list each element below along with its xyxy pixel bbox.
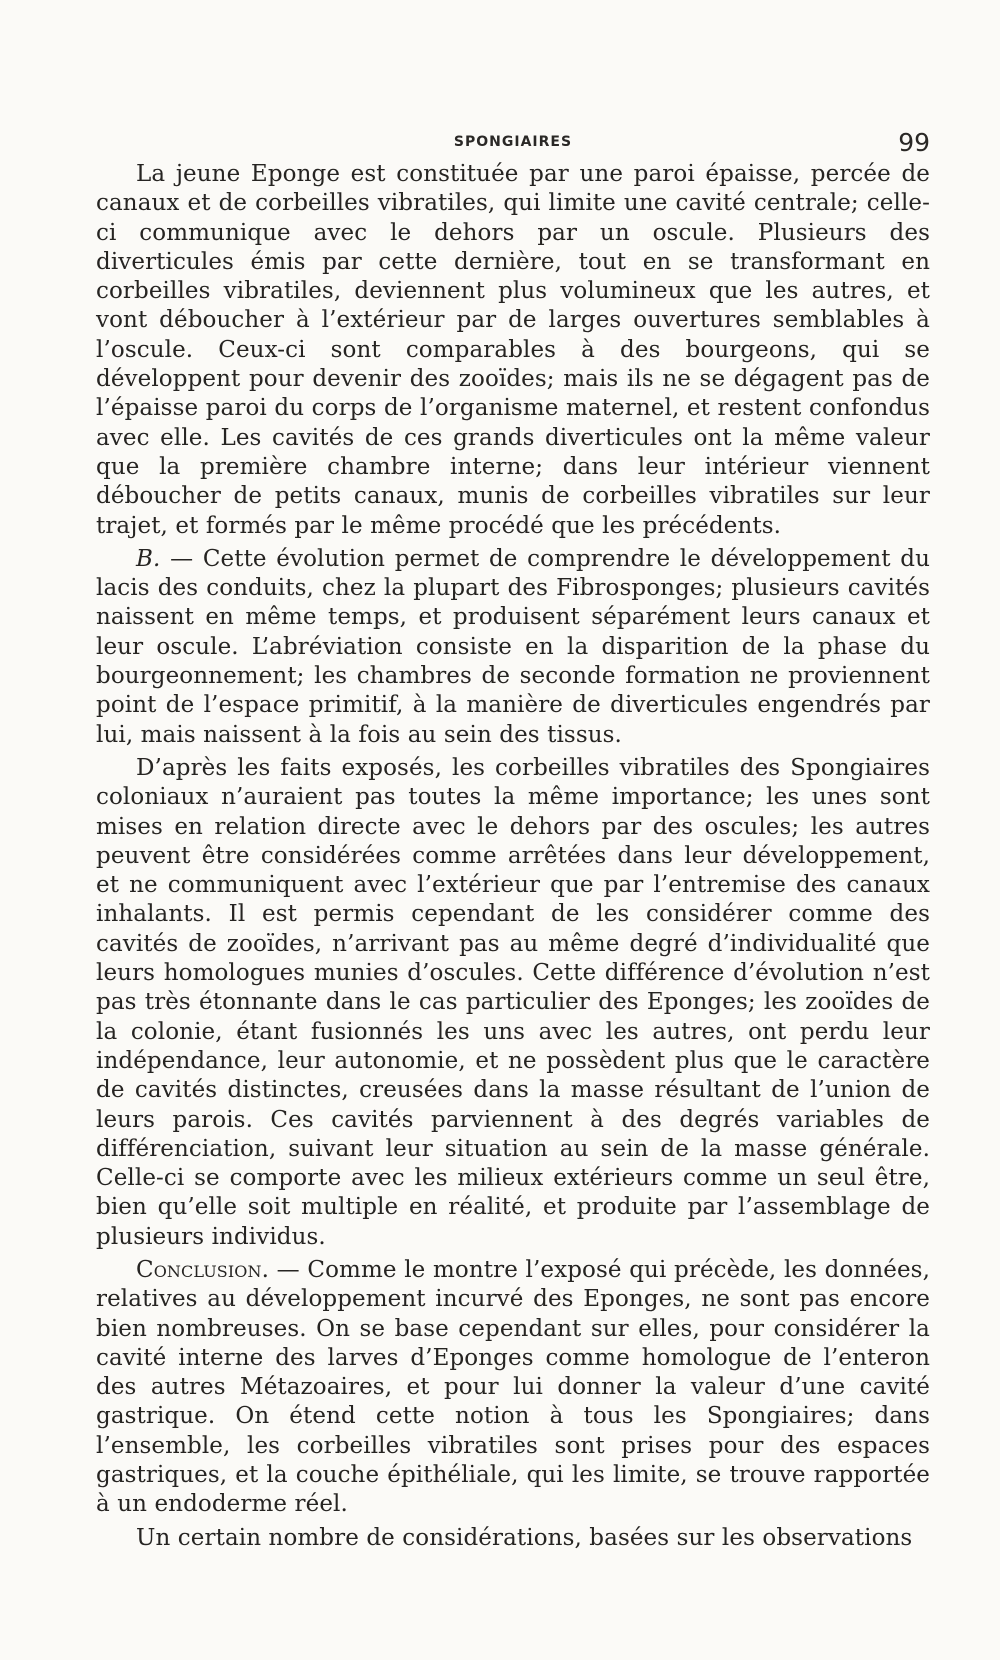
paragraph-4-lead: Conclusion. (136, 1256, 270, 1283)
paragraph-4 (96, 1256, 930, 1520)
paragraph-4-text: — Comme le montre l’exposé qui précède, les données, relatives au développement incurvé des Eponges, ne sont pas encore bien nombreuses. On se base cependant sur elles, pour considérer la cavité interne des larves d’Eponges comme homologue de l’enteron des autres Métazoaires, et pour lui donner la valeur d’une cavité gastrique. On étend cette notion à tous les Spongiaires; dans l’ensemble, les corbeilles vibratiles sont prises pour des espaces gastriques, et la couche épithéliale, qui les limite, se trouve rapportée à un endoderme réel. (96, 1256, 930, 1518)
body-text (96, 160, 930, 1553)
running-title: SPONGIAIRES (453, 134, 573, 150)
paragraph-3 (96, 754, 930, 1252)
paragraph-2 (96, 545, 930, 750)
paragraph-2-text: — Cette évolution permet de comprendre le développement du lacis des conduits, chez la plupart des Fibrosponges; plusieurs cavités naissent en même temps, et produisent séparément leurs canaux et leur oscule. L’abréviation consiste en la disparition de la phase du bourgeonnement; les chambres de seconde formation ne proviennent point de l’espace primitif, à la manière de diverticules engendrés par lui, mais naissent à la fois au sein des tissus. (96, 545, 930, 748)
paragraph-2-lead: B. (136, 545, 161, 572)
paragraph-1-text: La jeune Eponge est constituée par une paroi épaisse, percée de canaux et de corbeilles vibratiles, qui limite une cavité centrale; celle-ci communique avec le dehors par un oscule. Plusieurs des diverticules émis par cette dernière, tout en se transformant en corbeilles vibratiles, deviennent plus volumineux que les autres, et vont déboucher à l’extérieur par de larges ouvertures semblables à l’oscule. Ceux-ci sont comparables à des bourgeons, qui se développent pour devenir des zooïdes; mais ils ne se dégagent pas de l’épaisse paroi du corps de l’organisme maternel, et restent confondus avec elle. Les cavités de ces grands diverticules ont la même valeur que la première chambre interne; dans leur intérieur viennent déboucher de petits canaux, munis de corbeilles vibratiles sur leur trajet, et formés par le même procédé que les précédents. (96, 161, 930, 539)
paragraph-3-text: D’après les faits exposés, les corbeilles vibratiles des Spongiaires coloniaux n’auraient pas toutes la même importance; les unes sont mises en relation directe avec le dehors par des oscules; les autres peuvent être considérées comme arrêtées dans leur développement, et ne communiquent avec l’extérieur que par l’entremise des canaux inhalants. Il est permis cependant de les considérer comme des cavités de zooïdes, n’arrivant pas au même degré d’individualité que leurs homologues munies d’oscules. Cette différence d’évolution n’est pas très étonnante dans le cas particulier des Eponges; les zooïdes de la colonie, étant fusionnés les uns avec les autres, ont perdu leur indépendance, leur autonomie, et ne possèdent plus que le caractère de cavités distinctes, creusées dans la masse résultant de l’union de leurs parois. Ces cavités parviennent à des degrés variables de différenciation, suivant leur situation au sein de la masse générale. Celle-ci se comporte avec les milieux extérieurs comme un seul être, bien qu’elle soit multiple en réalité, et produite par l’assemblage de plusieurs individus. (96, 754, 930, 1250)
paragraph-1 (96, 160, 930, 541)
page-number: 99 (898, 128, 930, 157)
running-head (96, 128, 930, 158)
paragraph-5-text: Un certain nombre de considérations, basées sur les observations (136, 1524, 913, 1551)
paragraph-5 (96, 1524, 930, 1553)
